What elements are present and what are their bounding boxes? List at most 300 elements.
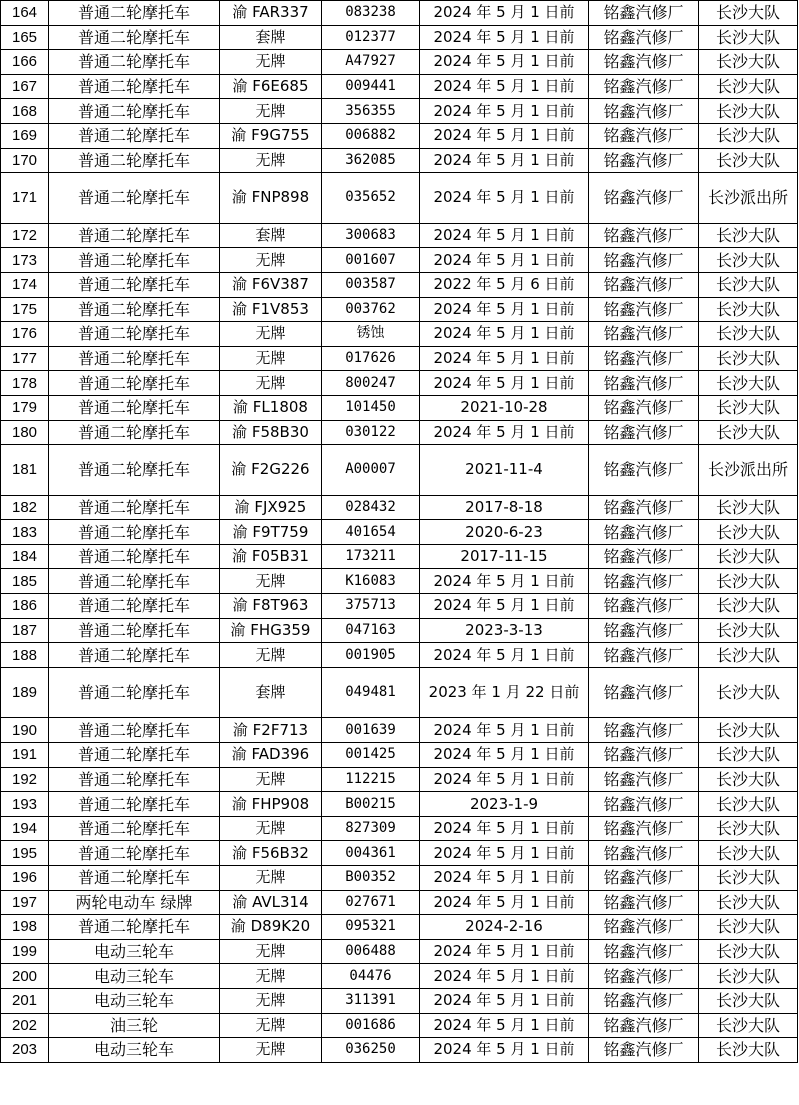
id-number-cell: 012377	[322, 25, 420, 50]
vehicle-type-cell: 普通二轮摩托车	[49, 272, 220, 297]
id-number-cell: 101450	[322, 395, 420, 420]
date-cell: 2024 年 5 月 1 日前	[420, 964, 589, 989]
unit-cell: 长沙大队	[699, 420, 798, 445]
plate-number-cell: 无牌	[220, 767, 322, 792]
row-number-cell: 184	[1, 544, 49, 569]
unit-cell: 长沙大队	[699, 346, 798, 371]
date-cell: 2024 年 5 月 1 日前	[420, 594, 589, 619]
row-number-cell: 183	[1, 520, 49, 545]
id-number-cell: 027671	[322, 890, 420, 915]
id-number-cell: B00215	[322, 792, 420, 817]
vehicle-type-cell: 普通二轮摩托车	[49, 445, 220, 496]
table-row	[1, 816, 798, 841]
id-number-cell: B00352	[322, 866, 420, 891]
unit-cell: 长沙大队	[699, 50, 798, 75]
repair-shop-cell: 铭鑫汽修厂	[589, 50, 699, 75]
vehicle-type-cell: 普通二轮摩托车	[49, 718, 220, 743]
vehicle-type-cell: 普通二轮摩托车	[49, 371, 220, 396]
repair-shop-cell: 铭鑫汽修厂	[589, 371, 699, 396]
plate-number-cell: 无牌	[220, 148, 322, 173]
id-number-cell: 300683	[322, 223, 420, 248]
vehicle-type-cell: 普通二轮摩托车	[49, 50, 220, 75]
date-cell: 2024 年 5 月 1 日前	[420, 420, 589, 445]
unit-cell: 长沙大队	[699, 248, 798, 273]
date-cell: 2024 年 5 月 1 日前	[420, 569, 589, 594]
row-number-cell: 167	[1, 74, 49, 99]
repair-shop-cell: 铭鑫汽修厂	[589, 272, 699, 297]
unit-cell: 长沙大队	[699, 520, 798, 545]
row-number-cell: 190	[1, 718, 49, 743]
vehicle-type-cell: 普通二轮摩托车	[49, 1, 220, 26]
date-cell: 2024-2-16	[420, 915, 589, 940]
date-cell: 2024 年 5 月 1 日前	[420, 767, 589, 792]
date-cell: 2024 年 5 月 1 日前	[420, 74, 589, 99]
plate-number-cell: 无牌	[220, 1013, 322, 1038]
date-cell: 2024 年 5 月 1 日前	[420, 1, 589, 26]
table-row	[1, 1038, 798, 1063]
repair-shop-cell: 铭鑫汽修厂	[589, 915, 699, 940]
unit-cell: 长沙大队	[699, 866, 798, 891]
plate-number-cell: 渝 D89K20	[220, 915, 322, 940]
vehicle-type-cell: 两轮电动车 绿牌	[49, 890, 220, 915]
row-number-cell: 188	[1, 643, 49, 668]
table-row	[1, 148, 798, 173]
unit-cell: 长沙大队	[699, 25, 798, 50]
unit-cell: 长沙大队	[699, 939, 798, 964]
unit-cell: 长沙派出所	[699, 445, 798, 496]
unit-cell: 长沙大队	[699, 544, 798, 569]
plate-number-cell: 渝 F58B30	[220, 420, 322, 445]
row-number-cell: 182	[1, 495, 49, 520]
repair-shop-cell: 铭鑫汽修厂	[589, 890, 699, 915]
repair-shop-cell: 铭鑫汽修厂	[589, 792, 699, 817]
unit-cell: 长沙大队	[699, 743, 798, 768]
row-number-cell: 181	[1, 445, 49, 496]
row-number-cell: 178	[1, 371, 49, 396]
plate-number-cell: 无牌	[220, 569, 322, 594]
plate-number-cell: 渝 F8T963	[220, 594, 322, 619]
date-cell: 2024 年 5 月 1 日前	[420, 173, 589, 224]
unit-cell: 长沙大队	[699, 371, 798, 396]
repair-shop-cell: 铭鑫汽修厂	[589, 25, 699, 50]
repair-shop-cell: 铭鑫汽修厂	[589, 988, 699, 1013]
table-row	[1, 25, 798, 50]
plate-number-cell: 无牌	[220, 248, 322, 273]
row-number-cell: 176	[1, 322, 49, 347]
date-cell: 2024 年 5 月 1 日前	[420, 841, 589, 866]
date-cell: 2017-11-15	[420, 544, 589, 569]
unit-cell: 长沙大队	[699, 667, 798, 718]
plate-number-cell: 渝 FJX925	[220, 495, 322, 520]
repair-shop-cell: 铭鑫汽修厂	[589, 520, 699, 545]
repair-shop-cell: 铭鑫汽修厂	[589, 173, 699, 224]
row-number-cell: 171	[1, 173, 49, 224]
repair-shop-cell: 铭鑫汽修厂	[589, 743, 699, 768]
id-number-cell: 047163	[322, 618, 420, 643]
vehicle-type-cell: 油三轮	[49, 1013, 220, 1038]
row-number-cell: 172	[1, 223, 49, 248]
vehicle-type-cell: 普通二轮摩托车	[49, 915, 220, 940]
repair-shop-cell: 铭鑫汽修厂	[589, 939, 699, 964]
repair-shop-cell: 铭鑫汽修厂	[589, 841, 699, 866]
repair-shop-cell: 铭鑫汽修厂	[589, 866, 699, 891]
plate-number-cell: 渝 FAD396	[220, 743, 322, 768]
unit-cell: 长沙大队	[699, 123, 798, 148]
vehicle-type-cell: 电动三轮车	[49, 988, 220, 1013]
table-row	[1, 618, 798, 643]
id-number-cell: 401654	[322, 520, 420, 545]
plate-number-cell: 渝 FHP908	[220, 792, 322, 817]
table-row	[1, 544, 798, 569]
repair-shop-cell: 铭鑫汽修厂	[589, 297, 699, 322]
date-cell: 2020-6-23	[420, 520, 589, 545]
vehicle-type-cell: 电动三轮车	[49, 964, 220, 989]
row-number-cell: 199	[1, 939, 49, 964]
plate-number-cell: 套牌	[220, 25, 322, 50]
date-cell: 2017-8-18	[420, 495, 589, 520]
id-number-cell: 827309	[322, 816, 420, 841]
date-cell: 2023-3-13	[420, 618, 589, 643]
table-row	[1, 594, 798, 619]
table-row	[1, 272, 798, 297]
row-number-cell: 193	[1, 792, 49, 817]
vehicle-type-cell: 普通二轮摩托车	[49, 667, 220, 718]
repair-shop-cell: 铭鑫汽修厂	[589, 544, 699, 569]
id-number-cell: 004361	[322, 841, 420, 866]
repair-shop-cell: 铭鑫汽修厂	[589, 643, 699, 668]
id-number-cell: 049481	[322, 667, 420, 718]
repair-shop-cell: 铭鑫汽修厂	[589, 718, 699, 743]
unit-cell: 长沙大队	[699, 915, 798, 940]
unit-cell: 长沙大队	[699, 322, 798, 347]
date-cell: 2023 年 1 月 22 日前	[420, 667, 589, 718]
row-number-cell: 173	[1, 248, 49, 273]
unit-cell: 长沙大队	[699, 223, 798, 248]
table-row	[1, 395, 798, 420]
table-row	[1, 1013, 798, 1038]
date-cell: 2024 年 5 月 1 日前	[420, 248, 589, 273]
row-number-cell: 180	[1, 420, 49, 445]
row-number-cell: 165	[1, 25, 49, 50]
plate-number-cell: 渝 F2F713	[220, 718, 322, 743]
unit-cell: 长沙大队	[699, 495, 798, 520]
id-number-cell: 112215	[322, 767, 420, 792]
unit-cell: 长沙大队	[699, 841, 798, 866]
table-row	[1, 50, 798, 75]
id-number-cell: A47927	[322, 50, 420, 75]
unit-cell: 长沙派出所	[699, 173, 798, 224]
id-number-cell: 030122	[322, 420, 420, 445]
id-number-cell: 009441	[322, 74, 420, 99]
plate-number-cell: 套牌	[220, 667, 322, 718]
plate-number-cell: 无牌	[220, 322, 322, 347]
repair-shop-cell: 铭鑫汽修厂	[589, 594, 699, 619]
repair-shop-cell: 铭鑫汽修厂	[589, 74, 699, 99]
vehicle-type-cell: 普通二轮摩托车	[49, 569, 220, 594]
vehicle-type-cell: 普通二轮摩托车	[49, 123, 220, 148]
date-cell: 2024 年 5 月 1 日前	[420, 346, 589, 371]
id-number-cell: 173211	[322, 544, 420, 569]
repair-shop-cell: 铭鑫汽修厂	[589, 99, 699, 124]
date-cell: 2024 年 5 月 1 日前	[420, 25, 589, 50]
table-row	[1, 223, 798, 248]
vehicle-type-cell: 普通二轮摩托车	[49, 767, 220, 792]
row-number-cell: 179	[1, 395, 49, 420]
unit-cell: 长沙大队	[699, 74, 798, 99]
id-number-cell: 04476	[322, 964, 420, 989]
unit-cell: 长沙大队	[699, 988, 798, 1013]
date-cell: 2024 年 5 月 1 日前	[420, 99, 589, 124]
date-cell: 2024 年 5 月 1 日前	[420, 643, 589, 668]
plate-number-cell: 渝 F6V387	[220, 272, 322, 297]
repair-shop-cell: 铭鑫汽修厂	[589, 322, 699, 347]
row-number-cell: 201	[1, 988, 49, 1013]
vehicle-type-cell: 普通二轮摩托车	[49, 495, 220, 520]
id-number-cell: 001686	[322, 1013, 420, 1038]
plate-number-cell: 无牌	[220, 939, 322, 964]
repair-shop-cell: 铭鑫汽修厂	[589, 569, 699, 594]
row-number-cell: 169	[1, 123, 49, 148]
table-row	[1, 792, 798, 817]
id-number-cell: A00007	[322, 445, 420, 496]
repair-shop-cell: 铭鑫汽修厂	[589, 420, 699, 445]
vehicle-type-cell: 普通二轮摩托车	[49, 395, 220, 420]
unit-cell: 长沙大队	[699, 148, 798, 173]
table-row	[1, 297, 798, 322]
row-number-cell: 200	[1, 964, 49, 989]
row-number-cell: 185	[1, 569, 49, 594]
unit-cell: 长沙大队	[699, 1038, 798, 1063]
id-number-cell: 001607	[322, 248, 420, 273]
plate-number-cell: 渝 F9T759	[220, 520, 322, 545]
id-number-cell: 800247	[322, 371, 420, 396]
repair-shop-cell: 铭鑫汽修厂	[589, 223, 699, 248]
table-row	[1, 964, 798, 989]
id-number-cell: 028432	[322, 495, 420, 520]
unit-cell: 长沙大队	[699, 297, 798, 322]
table-row	[1, 866, 798, 891]
table-row	[1, 520, 798, 545]
date-cell: 2023-1-9	[420, 792, 589, 817]
date-cell: 2024 年 5 月 1 日前	[420, 123, 589, 148]
table-row	[1, 643, 798, 668]
vehicle-type-cell: 普通二轮摩托车	[49, 594, 220, 619]
date-cell: 2024 年 5 月 1 日前	[420, 816, 589, 841]
unit-cell: 长沙大队	[699, 1013, 798, 1038]
plate-number-cell: 无牌	[220, 1038, 322, 1063]
vehicle-type-cell: 普通二轮摩托车	[49, 346, 220, 371]
table-row	[1, 1, 798, 26]
date-cell: 2024 年 5 月 1 日前	[420, 223, 589, 248]
plate-number-cell: 渝 FL1808	[220, 395, 322, 420]
vehicle-type-cell: 普通二轮摩托车	[49, 841, 220, 866]
table-row	[1, 841, 798, 866]
plate-number-cell: 渝 FAR337	[220, 1, 322, 26]
unit-cell: 长沙大队	[699, 816, 798, 841]
table-row	[1, 718, 798, 743]
row-number-cell: 177	[1, 346, 49, 371]
table-row	[1, 74, 798, 99]
table-row	[1, 767, 798, 792]
date-cell: 2024 年 5 月 1 日前	[420, 148, 589, 173]
row-number-cell: 175	[1, 297, 49, 322]
repair-shop-cell: 铭鑫汽修厂	[589, 1038, 699, 1063]
date-cell: 2024 年 5 月 1 日前	[420, 50, 589, 75]
plate-number-cell: 无牌	[220, 346, 322, 371]
vehicle-type-cell: 电动三轮车	[49, 939, 220, 964]
vehicle-type-cell: 普通二轮摩托车	[49, 816, 220, 841]
table-body	[1, 1, 798, 1063]
date-cell: 2024 年 5 月 1 日前	[420, 939, 589, 964]
id-number-cell: 362085	[322, 148, 420, 173]
vehicle-type-cell: 普通二轮摩托车	[49, 618, 220, 643]
row-number-cell: 202	[1, 1013, 49, 1038]
table-row	[1, 495, 798, 520]
id-number-cell: 003587	[322, 272, 420, 297]
repair-shop-cell: 铭鑫汽修厂	[589, 1013, 699, 1038]
date-cell: 2024 年 5 月 1 日前	[420, 371, 589, 396]
table-row	[1, 371, 798, 396]
plate-number-cell: 渝 F05B31	[220, 544, 322, 569]
id-number-cell: 006882	[322, 123, 420, 148]
repair-shop-cell: 铭鑫汽修厂	[589, 148, 699, 173]
plate-number-cell: 渝 F1V853	[220, 297, 322, 322]
unit-cell: 长沙大队	[699, 569, 798, 594]
repair-shop-cell: 铭鑫汽修厂	[589, 445, 699, 496]
table-row	[1, 445, 798, 496]
row-number-cell: 189	[1, 667, 49, 718]
plate-number-cell: 渝 AVL314	[220, 890, 322, 915]
unit-cell: 长沙大队	[699, 618, 798, 643]
plate-number-cell: 无牌	[220, 643, 322, 668]
unit-cell: 长沙大队	[699, 272, 798, 297]
table-row	[1, 248, 798, 273]
vehicle-type-cell: 普通二轮摩托车	[49, 643, 220, 668]
id-number-cell: 375713	[322, 594, 420, 619]
row-number-cell: 198	[1, 915, 49, 940]
id-number-cell: 003762	[322, 297, 420, 322]
row-number-cell: 195	[1, 841, 49, 866]
unit-cell: 长沙大队	[699, 718, 798, 743]
unit-cell: 长沙大队	[699, 792, 798, 817]
table-row	[1, 743, 798, 768]
vehicle-type-cell: 普通二轮摩托车	[49, 520, 220, 545]
unit-cell: 长沙大队	[699, 890, 798, 915]
row-number-cell: 197	[1, 890, 49, 915]
id-number-cell: 095321	[322, 915, 420, 940]
vehicle-type-cell: 电动三轮车	[49, 1038, 220, 1063]
unit-cell: 长沙大队	[699, 99, 798, 124]
vehicle-type-cell: 普通二轮摩托车	[49, 866, 220, 891]
table-row	[1, 915, 798, 940]
table-row	[1, 346, 798, 371]
table-row	[1, 667, 798, 718]
date-cell: 2024 年 5 月 1 日前	[420, 718, 589, 743]
date-cell: 2024 年 5 月 1 日前	[420, 866, 589, 891]
row-number-cell: 166	[1, 50, 49, 75]
id-number-cell: 311391	[322, 988, 420, 1013]
row-number-cell: 191	[1, 743, 49, 768]
repair-shop-cell: 铭鑫汽修厂	[589, 346, 699, 371]
unit-cell: 长沙大队	[699, 767, 798, 792]
plate-number-cell: 无牌	[220, 964, 322, 989]
row-number-cell: 187	[1, 618, 49, 643]
table-row	[1, 173, 798, 224]
repair-shop-cell: 铭鑫汽修厂	[589, 395, 699, 420]
row-number-cell: 203	[1, 1038, 49, 1063]
unit-cell: 长沙大队	[699, 395, 798, 420]
id-number-cell: K16083	[322, 569, 420, 594]
repair-shop-cell: 铭鑫汽修厂	[589, 1, 699, 26]
vehicle-type-cell: 普通二轮摩托车	[49, 420, 220, 445]
unit-cell: 长沙大队	[699, 1, 798, 26]
id-number-cell: 001905	[322, 643, 420, 668]
table-row	[1, 123, 798, 148]
row-number-cell: 194	[1, 816, 49, 841]
unit-cell: 长沙大队	[699, 643, 798, 668]
vehicle-type-cell: 普通二轮摩托车	[49, 173, 220, 224]
row-number-cell: 168	[1, 99, 49, 124]
table-row	[1, 988, 798, 1013]
id-number-cell: 036250	[322, 1038, 420, 1063]
date-cell: 2024 年 5 月 1 日前	[420, 1013, 589, 1038]
id-number-cell: 083238	[322, 1, 420, 26]
vehicle-type-cell: 普通二轮摩托车	[49, 148, 220, 173]
plate-number-cell: 渝 FNP898	[220, 173, 322, 224]
plate-number-cell: 渝 F56B32	[220, 841, 322, 866]
row-number-cell: 174	[1, 272, 49, 297]
date-cell: 2024 年 5 月 1 日前	[420, 1038, 589, 1063]
plate-number-cell: 无牌	[220, 99, 322, 124]
plate-number-cell: 无牌	[220, 866, 322, 891]
id-number-cell: 001639	[322, 718, 420, 743]
plate-number-cell: 无牌	[220, 371, 322, 396]
plate-number-cell: 渝 F2G226	[220, 445, 322, 496]
vehicle-type-cell: 普通二轮摩托车	[49, 743, 220, 768]
repair-shop-cell: 铭鑫汽修厂	[589, 618, 699, 643]
plate-number-cell: 渝 FHG359	[220, 618, 322, 643]
plate-number-cell: 套牌	[220, 223, 322, 248]
date-cell: 2024 年 5 月 1 日前	[420, 297, 589, 322]
vehicle-type-cell: 普通二轮摩托车	[49, 297, 220, 322]
vehicle-type-cell: 普通二轮摩托车	[49, 248, 220, 273]
date-cell: 2021-10-28	[420, 395, 589, 420]
vehicle-type-cell: 普通二轮摩托车	[49, 322, 220, 347]
row-number-cell: 164	[1, 1, 49, 26]
id-number-cell: 035652	[322, 173, 420, 224]
vehicle-type-cell: 普通二轮摩托车	[49, 99, 220, 124]
vehicle-type-cell: 普通二轮摩托车	[49, 25, 220, 50]
repair-shop-cell: 铭鑫汽修厂	[589, 123, 699, 148]
id-number-cell: 006488	[322, 939, 420, 964]
row-number-cell: 196	[1, 866, 49, 891]
vehicle-type-cell: 普通二轮摩托车	[49, 544, 220, 569]
unit-cell: 长沙大队	[699, 964, 798, 989]
plate-number-cell: 无牌	[220, 988, 322, 1013]
row-number-cell: 170	[1, 148, 49, 173]
table-row	[1, 322, 798, 347]
repair-shop-cell: 铭鑫汽修厂	[589, 816, 699, 841]
table-row	[1, 569, 798, 594]
date-cell: 2024 年 5 月 1 日前	[420, 988, 589, 1013]
plate-number-cell: 渝 F6E685	[220, 74, 322, 99]
id-number-cell: 001425	[322, 743, 420, 768]
table-row	[1, 420, 798, 445]
repair-shop-cell: 铭鑫汽修厂	[589, 667, 699, 718]
date-cell: 2021-11-4	[420, 445, 589, 496]
id-number-cell: 017626	[322, 346, 420, 371]
repair-shop-cell: 铭鑫汽修厂	[589, 767, 699, 792]
